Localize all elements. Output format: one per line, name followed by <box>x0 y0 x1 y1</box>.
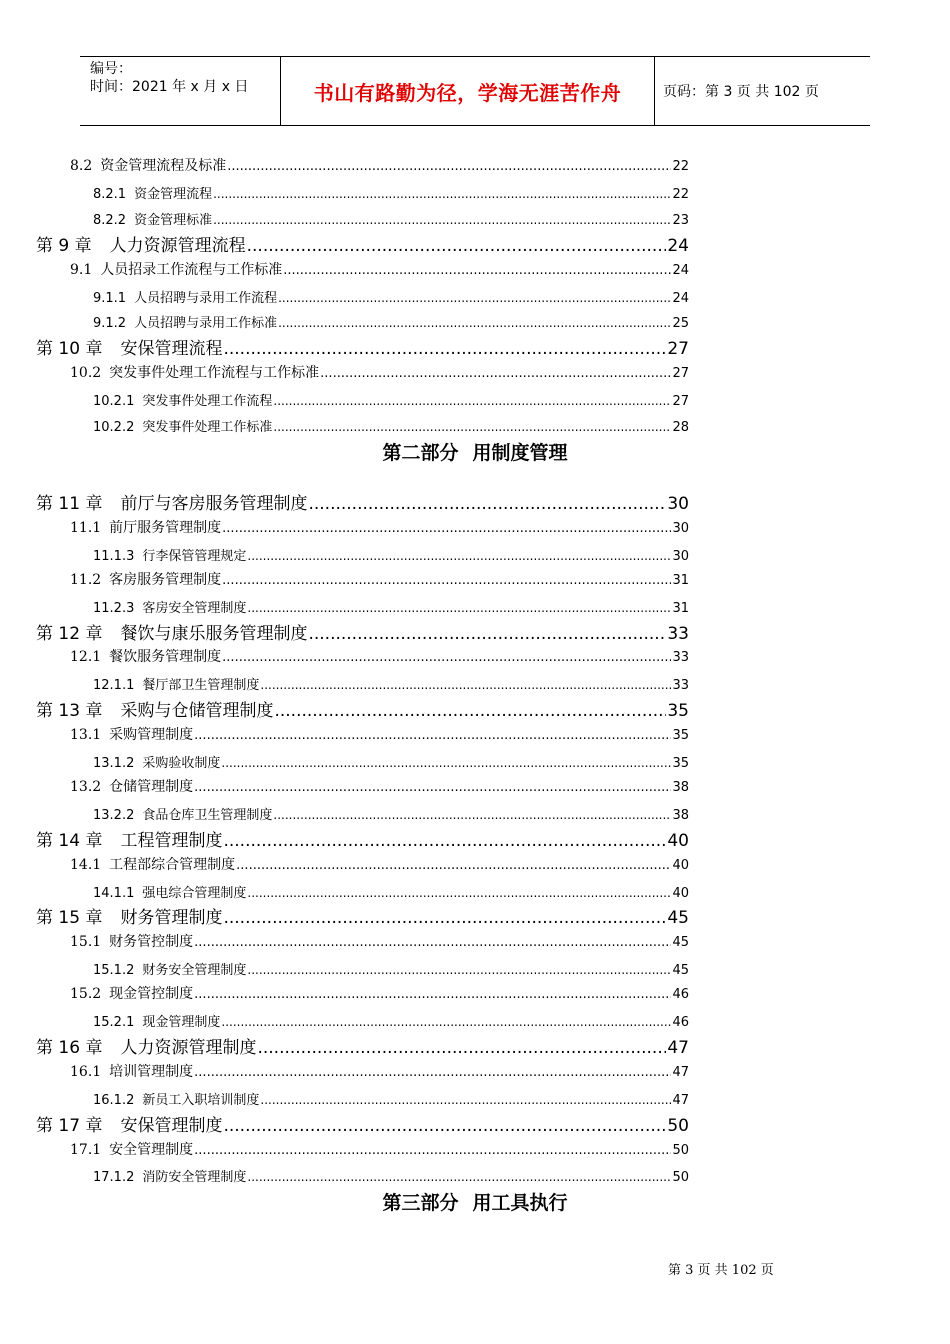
toc-entry-page: 47 <box>667 1037 689 1058</box>
toc-entry-page: 28 <box>672 420 689 435</box>
toc-entry-level-1[interactable] <box>70 517 689 537</box>
toc-entry-number: 第 9 章 <box>36 235 92 256</box>
toc-entry-number: 第 16 章 <box>36 1037 103 1058</box>
toc-entry-title <box>93 287 277 306</box>
toc-entry-title <box>70 646 221 666</box>
toc-entry-page: 38 <box>672 807 689 823</box>
toc-entry-page: 30 <box>667 494 689 514</box>
toc-entry-number: 11.1 <box>70 519 102 536</box>
toc-entry-title <box>93 1011 220 1030</box>
toc-entry-level-2[interactable] <box>93 1089 689 1108</box>
toc-entry-level-2[interactable] <box>93 545 689 564</box>
toc-entry-level-2[interactable] <box>93 597 689 616</box>
toc-entry-number: 12.1.1 <box>93 678 135 694</box>
toc-entry-title <box>36 826 222 851</box>
toc-entry-title <box>70 931 193 951</box>
toc-dot-leader <box>308 494 666 514</box>
toc-entry-text: 现金管控制度 <box>109 986 194 1003</box>
header-meta-cell <box>80 57 281 125</box>
toc-dot-leader <box>247 549 671 563</box>
toc-dot-leader <box>194 1065 671 1080</box>
toc-dot-leader <box>194 935 671 950</box>
toc-entry-page: 22 <box>672 159 689 174</box>
toc-entry-page: 47 <box>672 1064 689 1080</box>
toc-entry-text: 人员招聘与录用工作流程 <box>134 290 278 306</box>
toc-entry-text: 强电综合管理制度 <box>142 885 247 901</box>
toc-entry-number: 17.1 <box>70 1141 102 1158</box>
toc-dot-leader <box>194 728 671 743</box>
toc-dot-leader <box>320 366 671 381</box>
toc-dot-leader <box>273 808 671 822</box>
toc-entry-level-0[interactable] <box>36 903 689 928</box>
toc-entry-text: 采购管理制度 <box>109 727 194 744</box>
toc-dot-leader <box>247 601 671 615</box>
toc-entry-number: 9.1.1 <box>93 290 127 306</box>
toc-entry-level-2[interactable] <box>93 882 689 901</box>
toc-entry-text: 食品仓库卫生管理制度 <box>142 807 273 823</box>
toc-entry-page: 33 <box>667 623 689 644</box>
toc-entry-number: 10.2.2 <box>93 420 135 435</box>
toc-dot-leader <box>221 756 671 770</box>
toc-entry-title <box>70 776 193 796</box>
toc-entry-title <box>93 674 259 693</box>
toc-dot-leader <box>273 420 671 434</box>
toc-entry-number: 12.1 <box>70 649 102 666</box>
toc-entry-number: 13.2 <box>70 778 102 795</box>
toc-entry-text: 前厅服务管理制度 <box>109 519 222 536</box>
toc-entry-level-0[interactable] <box>36 826 689 851</box>
toc-entry-title <box>70 1139 193 1159</box>
toc-entry-number: 9.1.2 <box>93 316 127 332</box>
toc-entry-text: 突发事件处理工作流程与工作标准 <box>109 365 320 382</box>
toc-entry-title <box>36 696 273 721</box>
page-footer: 第 3 页 共 102 页 <box>668 1263 774 1278</box>
toc-entry-title <box>93 545 246 564</box>
toc-entry-page: 27 <box>667 339 689 360</box>
toc-entry-text: 餐饮与康乐服务管理制度 <box>120 623 308 644</box>
toc-entry-page: 31 <box>672 600 689 616</box>
toc-dot-leader <box>273 394 671 408</box>
toc-entry-number: 15.1 <box>70 934 102 951</box>
toc-entry-level-2[interactable] <box>93 804 689 823</box>
toc-entry-page: 40 <box>667 830 689 851</box>
toc-entry-number: 9.1 <box>70 261 93 278</box>
toc-entry-number: 11.1.3 <box>93 548 135 564</box>
toc-entry-level-0[interactable] <box>36 489 689 514</box>
part-three-title: 用工具执行 <box>472 1192 568 1214</box>
toc-entry-text: 采购验收制度 <box>142 756 221 771</box>
toc-entry-page: 30 <box>672 548 689 564</box>
toc-entry-text: 安全管理制度 <box>109 1141 194 1158</box>
document-number-label: 编号： <box>90 61 132 77</box>
toc-entry-title <box>36 231 246 256</box>
toc-dot-leader <box>260 1093 671 1107</box>
toc-entry-text: 安保管理流程 <box>120 339 223 360</box>
toc-entry-number: 15.2 <box>70 986 102 1003</box>
toc-entry-number: 14.1.1 <box>93 885 135 901</box>
toc-entry-level-1[interactable] <box>70 724 689 744</box>
toc-entry-page: 45 <box>672 963 689 979</box>
toc-entry-text: 突发事件处理工作标准 <box>142 420 273 435</box>
toc-entry-page: 35 <box>672 756 689 771</box>
toc-entry-number: 8.2 <box>70 158 93 174</box>
toc-entry-level-1[interactable] <box>70 931 689 951</box>
toc-entry-text: 餐饮服务管理制度 <box>109 649 222 666</box>
toc-entry-level-2[interactable] <box>93 287 689 306</box>
toc-entry-level-2[interactable] <box>93 312 689 331</box>
toc-entry-page: 47 <box>672 1092 689 1108</box>
toc-entry-title <box>93 416 272 435</box>
toc-entry-page: 46 <box>672 987 689 1003</box>
toc-entry-text: 消防安全管理制度 <box>142 1170 247 1186</box>
toc-entry-level-1[interactable] <box>70 983 689 1003</box>
toc-entry-title <box>70 854 235 874</box>
header-page-info: 页码：第 3 页 共 102 页 <box>663 84 819 100</box>
toc-entry-page: 22 <box>672 186 689 202</box>
toc-dot-leader <box>221 1015 671 1029</box>
part-two-heading <box>0 438 950 465</box>
toc-dot-leader <box>213 187 671 201</box>
toc-entry-level-0[interactable] <box>36 231 689 256</box>
toc-entry-title <box>93 959 246 978</box>
toc-entry-text: 工程部综合管理制度 <box>109 856 236 873</box>
toc-entry-text: 突发事件处理工作流程 <box>142 394 273 410</box>
toc-dot-leader <box>283 263 671 278</box>
toc-entry-number: 第 14 章 <box>36 830 103 851</box>
toc-entry-level-1[interactable] <box>70 776 689 796</box>
toc-entry-text: 财务安全管理制度 <box>142 963 247 979</box>
toc-entry-text: 客房安全管理制度 <box>142 600 247 616</box>
toc-entry-number: 第 17 章 <box>36 1115 103 1136</box>
part-two-title: 用制度管理 <box>472 442 568 464</box>
toc-entry-level-2[interactable] <box>93 183 689 202</box>
toc-entry-level-0[interactable] <box>36 1033 689 1058</box>
toc-entry-level-1[interactable] <box>70 259 689 279</box>
toc-entry-text: 财务管控制度 <box>109 934 194 951</box>
toc-entry-level-2[interactable] <box>93 390 689 409</box>
toc-dot-leader <box>308 624 666 644</box>
toc-entry-page: 27 <box>672 366 689 382</box>
toc-dot-leader <box>223 831 666 851</box>
toc-entry-level-0[interactable] <box>36 696 689 721</box>
toc-entry-text: 人员招录工作流程与工作标准 <box>100 261 283 278</box>
toc-entry-title <box>93 209 212 228</box>
toc-entry-title <box>70 155 226 175</box>
toc-entry-title <box>36 619 307 644</box>
toc-entry-number: 16.1.2 <box>93 1092 135 1108</box>
toc-entry-level-2[interactable] <box>93 209 689 228</box>
toc-entry-level-2[interactable] <box>93 1166 689 1185</box>
toc-dot-leader <box>247 1170 671 1184</box>
toc-dot-leader <box>194 780 671 795</box>
toc-entry-level-2[interactable] <box>93 674 689 693</box>
toc-entry-level-2[interactable] <box>93 416 689 435</box>
toc-entry-page: 50 <box>672 1142 689 1158</box>
header-page-cell <box>655 57 870 125</box>
toc-entry-title <box>93 1166 246 1185</box>
toc-entry-text: 人力资源管理制度 <box>120 1037 257 1058</box>
toc-entry-number: 14.1 <box>70 856 102 873</box>
toc-entry-title <box>36 1111 222 1136</box>
toc-entry-number: 16.1 <box>70 1063 102 1080</box>
toc-entry-number: 第 11 章 <box>36 494 103 514</box>
toc-entry-text: 新员工入职培训制度 <box>142 1092 260 1108</box>
toc-entry-number: 13.1 <box>70 727 102 744</box>
toc-entry-page: 45 <box>667 908 689 929</box>
toc-entry-page: 46 <box>672 1015 689 1030</box>
toc-entry-text: 现金管理制度 <box>142 1015 221 1030</box>
toc-entry-page: 35 <box>667 701 689 722</box>
toc-entry-title <box>93 312 277 331</box>
header-motto: 书山有路勤为径，学海无涯苦作舟 <box>313 81 622 105</box>
toc-entry-number: 第 15 章 <box>36 908 103 929</box>
toc-dot-leader <box>278 316 671 330</box>
toc-dot-leader <box>194 1143 671 1158</box>
toc-entry-title <box>93 804 272 823</box>
toc-entry-level-2[interactable] <box>93 752 689 771</box>
toc-entry-text: 财务管理制度 <box>120 908 223 929</box>
toc-entry-level-1[interactable] <box>70 362 689 382</box>
toc-entry-title <box>70 724 193 744</box>
toc-entry-page: 25 <box>672 316 689 332</box>
toc-entry-title <box>70 569 221 589</box>
toc-entry-title <box>36 334 222 359</box>
toc-entry-page: 23 <box>672 212 689 228</box>
toc-dot-leader <box>278 291 671 305</box>
toc-entry-text: 安保管理制度 <box>120 1115 223 1136</box>
toc-entry-level-2[interactable] <box>93 959 689 978</box>
toc-dot-leader <box>223 1116 666 1136</box>
toc-entry-number: 8.2.1 <box>93 186 127 202</box>
toc-dot-leader <box>260 678 671 692</box>
toc-entry-page: 31 <box>672 572 689 588</box>
toc-entry-number: 第 13 章 <box>36 701 103 722</box>
header-motto-cell <box>281 57 655 125</box>
toc-entry-number: 15.2.1 <box>93 1015 135 1030</box>
toc-entry-page: 45 <box>672 935 689 951</box>
toc-entry-page: 50 <box>667 1115 689 1136</box>
toc-entry-title <box>36 1033 256 1058</box>
toc-entry-level-1[interactable] <box>70 155 689 175</box>
toc-dot-leader <box>247 236 667 256</box>
toc-entry-text: 培训管理制度 <box>109 1063 194 1080</box>
toc-entry-number: 8.2.2 <box>93 212 127 228</box>
toc-entry-level-2[interactable] <box>93 1011 689 1030</box>
toc-entry-number: 第 12 章 <box>36 623 103 644</box>
toc-entry-title <box>70 1061 193 1081</box>
toc-entry-text: 采购与仓储管理制度 <box>120 701 274 722</box>
toc-entry-number: 10.2 <box>70 365 102 382</box>
toc-entry-text: 餐厅部卫生管理制度 <box>142 678 260 694</box>
toc-entry-page: 33 <box>672 650 689 666</box>
toc-entry-level-1[interactable] <box>70 569 689 589</box>
toc-entry-title <box>93 597 246 616</box>
toc-entry-level-0[interactable] <box>36 1111 689 1136</box>
toc-entry-page: 50 <box>672 1170 689 1186</box>
toc-entry-title <box>70 362 319 382</box>
toc-entry-page: 35 <box>672 728 689 744</box>
toc-entry-text: 仓储管理制度 <box>109 778 194 795</box>
toc-entry-level-1[interactable] <box>70 854 689 874</box>
part-two-label: 第二部分 <box>382 442 459 464</box>
toc-entry-page: 27 <box>672 394 689 410</box>
toc-entry-title <box>70 983 193 1003</box>
toc-entry-page: 30 <box>672 520 689 536</box>
toc-entry-page: 40 <box>672 857 689 873</box>
toc-entry-title <box>93 390 272 409</box>
document-time-label: 时间：2021 年 x 月 x 日 <box>90 79 249 95</box>
toc-dot-leader <box>274 701 666 721</box>
page-header <box>80 56 870 126</box>
part-three-heading <box>0 1188 950 1215</box>
toc-entry-title <box>93 882 246 901</box>
toc-entry-page: 38 <box>672 779 689 795</box>
toc-entry-page: 33 <box>672 678 689 694</box>
toc-entry-title <box>93 752 220 771</box>
toc-entry-title <box>70 259 282 279</box>
toc-entry-title <box>36 489 307 514</box>
toc-entry-level-0[interactable] <box>36 334 689 359</box>
toc-entry-text: 资金管理标准 <box>134 212 213 228</box>
toc-dot-leader <box>223 908 666 928</box>
toc-dot-leader <box>213 213 671 227</box>
toc-dot-leader <box>222 521 671 536</box>
toc-dot-leader <box>227 159 671 174</box>
toc-dot-leader <box>223 339 666 359</box>
toc-entry-number: 10.2.1 <box>93 394 135 410</box>
toc-dot-leader <box>257 1038 666 1058</box>
toc-dot-leader <box>222 650 671 665</box>
toc-entry-title <box>93 183 212 202</box>
toc-entry-number: 13.2.2 <box>93 807 135 823</box>
toc-entry-title <box>36 903 222 928</box>
toc-entry-level-1[interactable] <box>70 646 689 666</box>
toc-entry-title <box>93 1089 259 1108</box>
toc-dot-leader <box>194 987 671 1002</box>
toc-entry-text: 人力资源管理流程 <box>109 235 246 256</box>
toc-entry-text: 资金管理流程及标准 <box>100 158 227 174</box>
toc-entry-level-0[interactable] <box>36 619 689 644</box>
toc-entry-page: 40 <box>672 885 689 901</box>
toc-entry-text: 客房服务管理制度 <box>109 571 222 588</box>
toc-entry-level-1[interactable] <box>70 1061 689 1081</box>
toc-entry-number: 11.2 <box>70 571 102 588</box>
toc-entry-page: 24 <box>667 235 689 256</box>
toc-entry-title <box>70 517 221 537</box>
toc-dot-leader <box>222 573 671 588</box>
toc-entry-text: 工程管理制度 <box>120 830 223 851</box>
part-three-label: 第三部分 <box>382 1192 459 1214</box>
toc-entry-number: 第 10 章 <box>36 339 103 360</box>
toc-entry-page: 24 <box>672 290 689 306</box>
toc-dot-leader <box>247 963 671 977</box>
toc-entry-text: 人员招聘与录用工作标准 <box>134 316 278 332</box>
toc-dot-leader <box>247 886 671 900</box>
toc-entry-page: 24 <box>672 262 689 278</box>
toc-dot-leader <box>236 858 671 873</box>
toc-entry-number: 15.1.2 <box>93 963 135 979</box>
toc-entry-text: 行李保管管理规定 <box>142 548 247 564</box>
toc-entry-number: 11.2.3 <box>93 600 135 616</box>
toc-entry-text: 资金管理流程 <box>134 186 213 202</box>
toc-entry-number: 17.1.2 <box>93 1170 135 1186</box>
toc-entry-text: 前厅与客房服务管理制度 <box>120 494 308 514</box>
toc-entry-number: 13.1.2 <box>93 756 135 771</box>
toc-entry-level-1[interactable] <box>70 1139 689 1159</box>
